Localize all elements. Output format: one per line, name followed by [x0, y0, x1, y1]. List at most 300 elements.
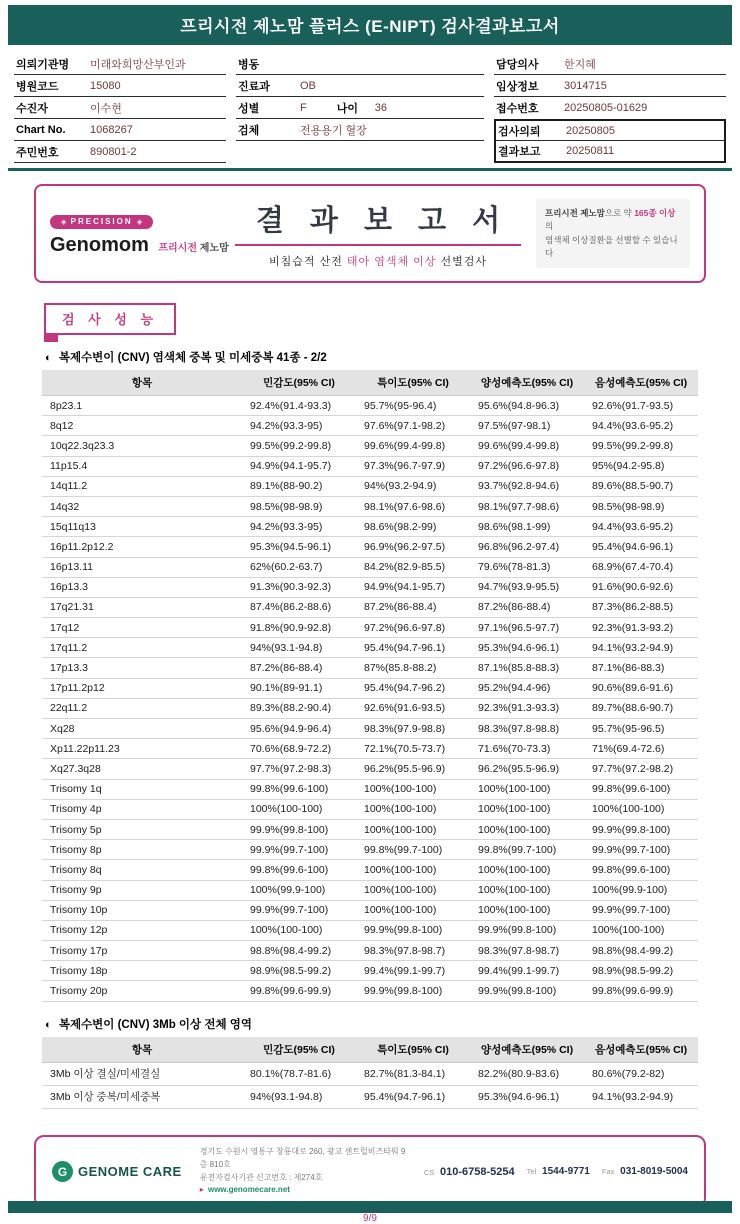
row-label-cell: Trisomy 20p [42, 981, 242, 1001]
result-report-title: 결 과 보 고 서 [255, 205, 510, 237]
table-header-cell: 항목 [42, 370, 242, 396]
field-request-date [496, 121, 724, 141]
table-row [42, 436, 698, 456]
field-doctor [494, 53, 726, 75]
brand-name: Genomom [50, 233, 149, 256]
value-cell: 92.6%(91.7-93.5) [584, 396, 698, 416]
address-line-2: 유전자검사기관 신고번호 : 제274호 [199, 1172, 323, 1182]
genome-care-name: GENOME CARE [78, 1164, 182, 1180]
value-cell: 92.3%(91.3-93.2) [584, 618, 698, 638]
field-value: 20250805 [566, 124, 615, 137]
table-header-cell: 항목 [42, 1037, 242, 1063]
table-header-cell: 특이도(95% CI) [356, 370, 470, 396]
section-title: 검 사 성 능 [44, 303, 176, 335]
value-cell: 94.2%(93.3-95) [242, 517, 356, 537]
value-cell: 95.6%(94.9-96.4) [242, 719, 356, 739]
row-label-cell: Trisomy 10p [42, 900, 242, 920]
value-cell: 100%(100-100) [470, 880, 584, 900]
tel-number: 1544-9771 [542, 1166, 590, 1178]
value-cell: 94.9%(94.1-95.7) [356, 577, 470, 597]
value-cell: 98.8%(98.4-99.2) [242, 941, 356, 961]
value-cell: 82.2%(80.9-83.6) [470, 1062, 584, 1085]
value-cell: 99.6%(99.4-99.8) [356, 436, 470, 456]
row-label-cell: Trisomy 17p [42, 941, 242, 961]
value-cell: 89.1%(88-90.2) [242, 476, 356, 496]
table-row [42, 678, 698, 698]
table-row [42, 719, 698, 739]
value-cell: 98.3%(97.8-98.7) [470, 941, 584, 961]
table-row [42, 799, 698, 819]
table-row [42, 456, 698, 476]
field-value: 3014715 [564, 79, 607, 92]
value-cell: 99.9%(99.8-100) [584, 819, 698, 839]
field-label: 병원코드 [16, 80, 59, 93]
value-cell: 91.8%(90.9-92.8) [242, 618, 356, 638]
value-cell: 100%(100-100) [356, 819, 470, 839]
value-cell: 90.6%(89.6-91.6) [584, 678, 698, 698]
value-cell: 94.1%(93.2-94.9) [584, 1085, 698, 1108]
value-cell: 89.6%(88.5-90.7) [584, 476, 698, 496]
value-cell: 87.2%(86-88.4) [242, 658, 356, 678]
field-label: 검체 [238, 124, 260, 137]
value-cell: 99.8%(99.6-100) [242, 860, 356, 880]
table-header-cell: 음성예측도(95% CI) [584, 1037, 698, 1063]
field-ordering-org [14, 53, 226, 75]
subtitle-suffix: 선별검사 [436, 256, 487, 268]
value-cell: 94.7%(93.9-95.5) [470, 577, 584, 597]
tel-contact [527, 1166, 590, 1177]
field-patient-name [14, 97, 226, 119]
value-cell: 99.8%(99.6-100) [242, 779, 356, 799]
patient-info-right-column [494, 53, 726, 163]
value-cell: 95.4%(94.6-96.1) [584, 537, 698, 557]
value-cell: 79.6%(78-81.3) [470, 557, 584, 577]
field-receipt-no [494, 97, 726, 119]
value-cell: 99.9%(99.8-100) [356, 920, 470, 940]
table-header-row [42, 370, 698, 396]
value-cell: 94.4%(93.6-95.2) [584, 416, 698, 436]
value-cell: 84.2%(82.9-85.5) [356, 557, 470, 577]
cnv-table-title [45, 349, 740, 365]
value-cell: 99.9%(99.8-100) [470, 981, 584, 1001]
row-label-cell: 14q11.2 [42, 476, 242, 496]
half-filled-circle-icon: ◐ [45, 1018, 52, 1031]
address-block [200, 1146, 412, 1197]
fax-number: 031-8019-5004 [620, 1166, 688, 1178]
value-cell: 95.4%(94.7-96.1) [356, 638, 470, 658]
value-cell: 71%(69.4-72.6) [584, 739, 698, 759]
value-cell: 87.4%(86.2-88.6) [242, 597, 356, 617]
value-cell: 98.6%(98.2-99) [356, 517, 470, 537]
value-cell: 99.4%(99.1-99.7) [470, 961, 584, 981]
value-cell: 100%(100-100) [242, 799, 356, 819]
field-label: 수진자 [16, 102, 48, 115]
title-underline [235, 244, 521, 246]
cnv-table-title-text: 복제수변이 (CNV) 염색체 중복 및 미세중복 41종 - 2/2 [58, 352, 327, 364]
field-department [236, 75, 484, 97]
row-label-cell: Trisomy 5p [42, 819, 242, 839]
diamond-icon: ◈ [136, 218, 143, 226]
subtitle-prefix: 비침습적 산전 [269, 256, 347, 268]
value-cell: 94.1%(93.2-94.9) [584, 638, 698, 658]
table-row [42, 1085, 698, 1108]
diamond-icon: ◈ [61, 218, 67, 226]
row-label-cell: 3Mb 이상 중복/미세중복 [42, 1085, 242, 1108]
field-label: 주민번호 [16, 146, 59, 159]
table-row [42, 658, 698, 678]
table-row [42, 860, 698, 880]
website-link[interactable]: www.genomecare.net [207, 1185, 290, 1195]
table-row [42, 577, 698, 597]
value-cell: 97.3%(96.7-97.9) [356, 456, 470, 476]
report-header-center [230, 198, 526, 269]
value-cell: 97.7%(97.2-98.3) [242, 759, 356, 779]
value-cell: 94.4%(93.6-95.2) [584, 517, 698, 537]
value-cell: 99.5%(99.2-99.8) [242, 436, 356, 456]
value-cell: 100%(100-100) [470, 900, 584, 920]
value-cell: 100%(100-100) [356, 880, 470, 900]
field-ward [236, 53, 484, 75]
precision-badge-label: PRECISION [70, 216, 133, 226]
row-label-cell: 16p13.11 [42, 557, 242, 577]
row-label-cell: Xq27.3q28 [42, 759, 242, 779]
value-cell: 87.1%(86-88.3) [584, 658, 698, 678]
row-label-cell: Trisomy 1q [42, 779, 242, 799]
table-row [42, 739, 698, 759]
table-row [42, 476, 698, 496]
value-cell: 87.1%(85.8-88.3) [470, 658, 584, 678]
value-cell: 99.9%(99.7-100) [242, 900, 356, 920]
value-cell: 98.3%(97.8-98.8) [470, 719, 584, 739]
value-cell: 97.5%(97-98.1) [470, 416, 584, 436]
brand-korean-name [158, 243, 228, 254]
row-label-cell: 22q11.2 [42, 698, 242, 718]
value-cell: 100%(100-100) [470, 799, 584, 819]
value-cell: 95.3%(94.6-96.1) [470, 1085, 584, 1108]
row-label-cell: Trisomy 12p [42, 920, 242, 940]
value-cell: 100%(100-100) [584, 799, 698, 819]
value-cell: 98.6%(98.1-99) [470, 517, 584, 537]
value-cell: 91.6%(90.6-92.6) [584, 577, 698, 597]
value-cell: 87.2%(86-88.4) [470, 597, 584, 617]
value-cell: 100%(100-100) [356, 860, 470, 880]
table-header-row [42, 1037, 698, 1063]
value-cell: 62%(60.2-63.7) [242, 557, 356, 577]
field-value: F [300, 101, 307, 114]
value-cell: 99.9%(99.8-100) [356, 981, 470, 1001]
field-sex-age [236, 97, 484, 119]
value-cell: 94%(93.1-94.8) [242, 1085, 356, 1108]
value-cell: 99.6%(99.4-99.8) [470, 436, 584, 456]
screening-note [536, 199, 690, 268]
field-label: 병동 [238, 58, 260, 71]
value-cell: 97.2%(96.6-97.8) [470, 456, 584, 476]
value-cell: 87%(85.8-88.2) [356, 658, 470, 678]
page-number: 9/9 [363, 1213, 377, 1224]
value-cell: 95.3%(94.6-96.1) [470, 638, 584, 658]
field-value: OB [300, 79, 316, 92]
table-row [42, 920, 698, 940]
row-label-cell: 17p13.3 [42, 658, 242, 678]
field-label: 성별 [238, 102, 260, 115]
field-label: 검사의뢰 [498, 125, 541, 138]
cnv-performance-table [42, 370, 698, 1002]
table-header-cell: 양성예측도(95% CI) [470, 1037, 584, 1063]
value-cell: 94.9%(94.1-95.7) [242, 456, 356, 476]
value-cell: 99.8%(99.6-99.9) [584, 981, 698, 1001]
value-cell: 71.6%(70-73.3) [470, 739, 584, 759]
table-row [42, 597, 698, 617]
genome-care-logo-icon: G [52, 1161, 73, 1182]
value-cell: 99.9%(99.7-100) [584, 840, 698, 860]
row-label-cell: Trisomy 9p [42, 880, 242, 900]
row-label-cell: Trisomy 18p [42, 961, 242, 981]
value-cell: 96.9%(96.2-97.5) [356, 537, 470, 557]
value-cell: 95%(94.2-95.8) [584, 456, 698, 476]
value-cell: 98.1%(97.6-98.6) [356, 496, 470, 516]
cs-contact [424, 1166, 515, 1178]
table-row [42, 396, 698, 416]
value-cell: 100%(99.9-100) [584, 880, 698, 900]
field-report-date [496, 141, 724, 161]
value-cell: 100%(100-100) [584, 920, 698, 940]
result-report-header-box [34, 184, 706, 283]
brand-kr-precision: 프리시전 [158, 242, 197, 254]
table-row [42, 537, 698, 557]
value-cell: 92.4%(91.4-93.3) [242, 396, 356, 416]
value-cell: 96.2%(95.5-96.9) [356, 759, 470, 779]
genome-care-logo [52, 1161, 182, 1182]
patient-info-middle-column [236, 53, 484, 163]
value-cell: 99.4%(99.1-99.7) [356, 961, 470, 981]
value-cell: 97.2%(96.6-97.8) [356, 618, 470, 638]
value-cell: 99.5%(99.2-99.8) [584, 436, 698, 456]
value-cell: 70.6%(68.9-72.2) [242, 739, 356, 759]
field-value: 이수현 [90, 102, 122, 115]
fax-label: Fax [601, 1167, 615, 1177]
row-label-cell: 10q22.3q23.3 [42, 436, 242, 456]
field-value: 미래와희망산부인과 [90, 58, 186, 71]
value-cell: 99.8%(99.6-99.9) [242, 981, 356, 1001]
field-specimen [236, 119, 484, 141]
value-cell: 95.6%(94.8-96.3) [470, 396, 584, 416]
note-text: 의 [545, 221, 554, 232]
value-cell: 94.2%(93.3-95) [242, 416, 356, 436]
value-cell: 99.8%(99.6-100) [584, 779, 698, 799]
fax-contact [602, 1166, 688, 1177]
value-cell: 94%(93.1-94.8) [242, 638, 356, 658]
note-brand: 프리시전 제노맘 [545, 208, 605, 219]
field-value: 한지혜 [564, 58, 596, 71]
field-label: Chart No. [16, 123, 66, 136]
value-cell: 72.1%(70.5-73.7) [356, 739, 470, 759]
genomom-logo [50, 211, 229, 257]
field-label: 담당의사 [496, 58, 539, 71]
row-label-cell: 8q12 [42, 416, 242, 436]
row-label-cell: 17q11.2 [42, 638, 242, 658]
table-row [42, 819, 698, 839]
field-value: 1068267 [90, 123, 133, 136]
patient-info-left-column [14, 53, 226, 163]
region-table-title [45, 1016, 740, 1032]
field-label: 나이 [336, 102, 358, 115]
value-cell: 98.3%(97.8-98.7) [356, 941, 470, 961]
table-row [42, 1062, 698, 1085]
value-cell: 100%(100-100) [470, 819, 584, 839]
table-row [42, 496, 698, 516]
value-cell: 98.3%(97.9-98.8) [356, 719, 470, 739]
value-cell: 95.7%(95-96.5) [584, 719, 698, 739]
field-label: 진료과 [238, 80, 270, 93]
row-label-cell: 15q11q13 [42, 517, 242, 537]
table-header-cell: 음성예측도(95% CI) [584, 370, 698, 396]
value-cell: 98.5%(98-98.9) [584, 496, 698, 516]
row-label-cell: 17q12 [42, 618, 242, 638]
value-cell: 68.9%(67.4-70.4) [584, 557, 698, 577]
value-cell: 95.4%(94.7-96.1) [356, 1085, 470, 1108]
field-label: 임상정보 [496, 80, 539, 93]
note-text-line2: 염색체 이상질환을 선별할 수 있습니다 [545, 234, 678, 258]
value-cell: 99.9%(99.7-100) [584, 900, 698, 920]
value-cell: 90.1%(89-91.1) [242, 678, 356, 698]
value-cell: 98.9%(98.5-99.2) [584, 961, 698, 981]
row-label-cell: 14q32 [42, 496, 242, 516]
value-cell: 95.4%(94.7-96.2) [356, 678, 470, 698]
field-value: 20250811 [566, 145, 615, 157]
region-performance-table [42, 1037, 698, 1109]
bottom-bar [8, 1201, 732, 1213]
value-cell: 80.6%(79.2-82) [584, 1062, 698, 1085]
table-row [42, 638, 698, 658]
footer-box [34, 1135, 706, 1208]
table-row [42, 759, 698, 779]
request-report-dates-box [494, 119, 726, 163]
table-row [42, 941, 698, 961]
value-cell: 99.9%(99.8-100) [470, 920, 584, 940]
row-label-cell: Trisomy 8p [42, 840, 242, 860]
value-cell: 96.8%(96.2-97.4) [470, 537, 584, 557]
field-resident-no [14, 141, 226, 163]
table-row [42, 416, 698, 436]
value-cell: 100%(100-100) [470, 860, 584, 880]
row-label-cell: 17q21.31 [42, 597, 242, 617]
subtitle-highlight: 태아 염색체 이상 [346, 256, 437, 268]
value-cell: 96.2%(95.5-96.9) [470, 759, 584, 779]
value-cell: 99.9%(99.8-100) [242, 819, 356, 839]
field-chart-no [14, 119, 226, 141]
patient-info-section [14, 53, 726, 163]
table-header-cell: 양성예측도(95% CI) [470, 370, 584, 396]
value-cell: 89.3%(88.2-90.4) [242, 698, 356, 718]
field-value: 15080 [90, 79, 121, 92]
note-text: 으로 약 [604, 208, 635, 219]
table-row [42, 961, 698, 981]
value-cell: 89.7%(88.6-90.7) [584, 698, 698, 718]
cs-label: CS [423, 1167, 435, 1177]
report-title-bar [8, 5, 732, 45]
value-cell: 99.9%(99.7-100) [242, 840, 356, 860]
value-cell: 92.6%(91.6-93.5) [356, 698, 470, 718]
field-hospital-code [14, 75, 226, 97]
website-line [200, 1184, 412, 1197]
row-label-cell: 8p23.1 [42, 396, 242, 416]
table-header-cell: 민감도(95% CI) [242, 1037, 356, 1063]
field-value: 36 [374, 101, 387, 114]
value-cell: 98.8%(98.4-99.2) [584, 941, 698, 961]
table-row [42, 981, 698, 1001]
value-cell: 100%(100-100) [356, 779, 470, 799]
value-cell: 87.3%(86.2-88.5) [584, 597, 698, 617]
value-cell: 100%(100-100) [356, 900, 470, 920]
note-highlight: 165종 이상 [634, 208, 676, 219]
row-label-cell: 16p13.3 [42, 577, 242, 597]
value-cell: 95.2%(94.4-96) [470, 678, 584, 698]
cs-number: 010-6758-5254 [440, 1165, 515, 1178]
brand-line [50, 233, 229, 257]
value-cell: 100%(99.9-100) [242, 880, 356, 900]
value-cell: 99.8%(99.7-100) [356, 840, 470, 860]
row-label-cell: Trisomy 4p [42, 799, 242, 819]
row-label-cell: 11p15.4 [42, 456, 242, 476]
value-cell: 97.7%(97.2-98.2) [584, 759, 698, 779]
tel-label: Tel [526, 1167, 537, 1177]
table-row [42, 557, 698, 577]
table-row [42, 779, 698, 799]
value-cell: 94%(93.2-94.9) [356, 476, 470, 496]
report-title: 프리시전 제노맘 플러스 (E-NIPT) 검사결과보고서 [180, 17, 560, 36]
region-table-title-text: 복제수변이 (CNV) 3Mb 이상 전체 영역 [58, 1018, 252, 1031]
table-row [42, 698, 698, 718]
address-line-1: 경기도 수원시 영통구 창룡대로 260, 광교 센트럴비즈타워 9층 810호 [199, 1147, 406, 1169]
table-row [42, 517, 698, 537]
value-cell: 95.7%(95-96.4) [356, 396, 470, 416]
value-cell: 98.1%(97.7-98.6) [470, 496, 584, 516]
row-label-cell: 16p11.2p12.2 [42, 537, 242, 557]
row-label-cell: Xq28 [42, 719, 242, 739]
report-subtitle [230, 253, 526, 269]
value-cell: 82.7%(81.3-84.1) [356, 1062, 470, 1085]
row-label-cell: Xp11.22p11.23 [42, 739, 242, 759]
value-cell: 80.1%(78.7-81.6) [242, 1062, 356, 1085]
value-cell: 97.6%(97.1-98.2) [356, 416, 470, 436]
table-header-cell: 특이도(95% CI) [356, 1037, 470, 1063]
field-clinical-info [494, 75, 726, 97]
value-cell: 100%(100-100) [470, 779, 584, 799]
field-label: 의뢰기관명 [16, 58, 70, 71]
field-value: 전용용기 혈장 [300, 124, 367, 137]
half-filled-circle-icon: ◐ [45, 352, 52, 364]
row-label-cell: 3Mb 이상 결실/미세결실 [42, 1062, 242, 1085]
precision-badge [50, 215, 153, 229]
table-row [42, 900, 698, 920]
value-cell: 93.7%(92.8-94.6) [470, 476, 584, 496]
test-performance-section-header [44, 303, 176, 335]
value-cell: 91.3%(90.3-92.3) [242, 577, 356, 597]
value-cell: 97.1%(96.5-97.7) [470, 618, 584, 638]
header-divider [8, 168, 732, 171]
value-cell: 98.9%(98.5-99.2) [242, 961, 356, 981]
value-cell: 92.3%(91.3-93.3) [470, 698, 584, 718]
section-accent-square [44, 335, 58, 342]
value-cell: 98.5%(98-98.9) [242, 496, 356, 516]
field-value: 890801-2 [90, 145, 137, 158]
value-cell: 87.2%(86-88.4) [356, 597, 470, 617]
value-cell: 95.3%(94.5-96.1) [242, 537, 356, 557]
brand-kr-genomom: 제노맘 [199, 242, 229, 254]
table-header-cell: 민감도(95% CI) [242, 370, 356, 396]
value-cell: 99.8%(99.7-100) [470, 840, 584, 860]
table-row [42, 880, 698, 900]
